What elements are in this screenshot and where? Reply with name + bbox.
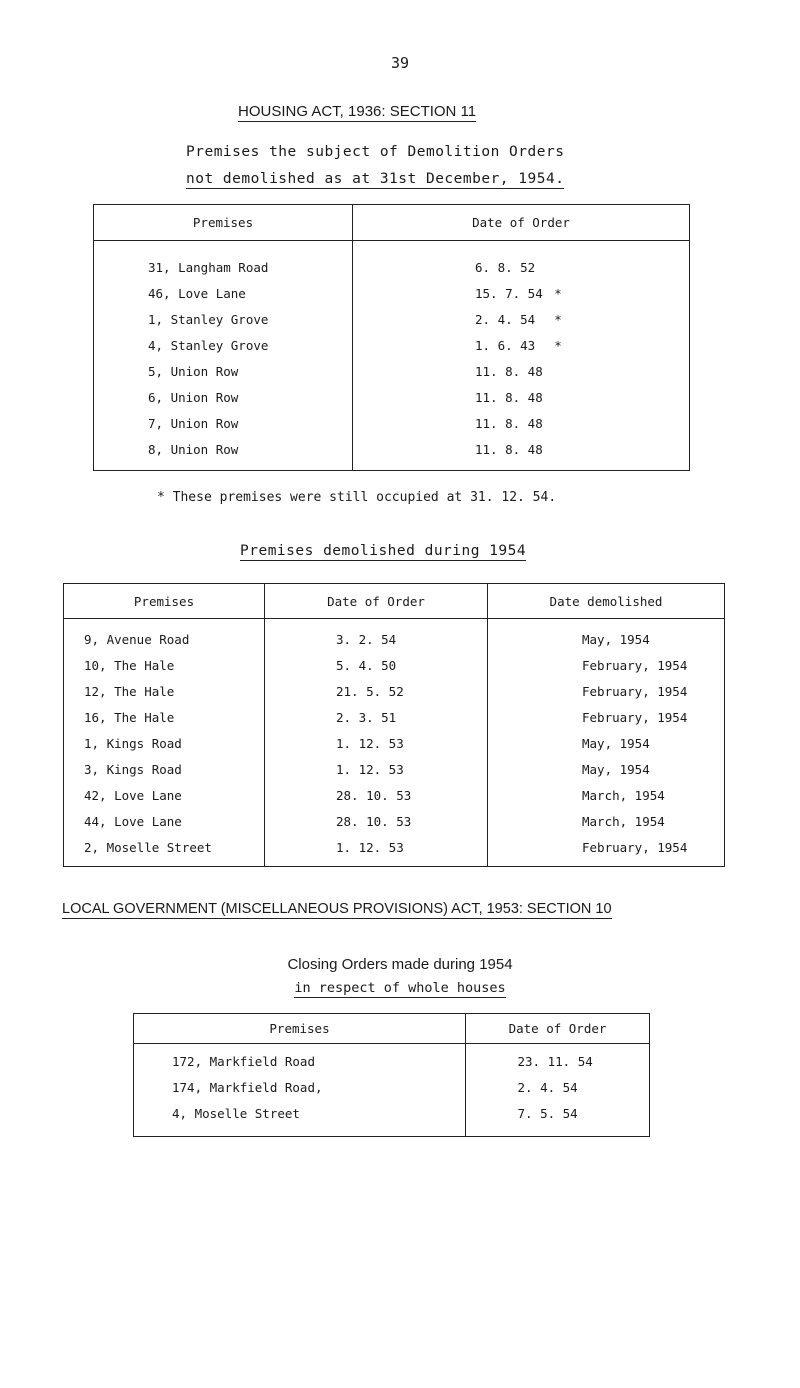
premises-cell: 4, Stanley Grove <box>148 338 269 353</box>
demolished-cell: May, 1954 <box>488 731 725 757</box>
section2-title <box>240 543 526 559</box>
demolished-cell: May, 1954 <box>488 757 725 783</box>
table-row <box>64 757 725 783</box>
table-body <box>134 1044 650 1137</box>
table-row <box>134 1049 650 1075</box>
table-row <box>64 627 725 653</box>
section3-subtitle-line2 <box>0 980 800 996</box>
column-header-premises: Premises <box>64 584 265 619</box>
table-row <box>94 333 690 359</box>
premises-cell: 42, Love Lane <box>84 788 182 803</box>
premises-cell: 2, Moselle Street <box>84 840 212 855</box>
date-cell: 2. 3. 51 <box>336 710 397 725</box>
demolished-cell: February, 1954 <box>488 653 725 679</box>
column-header-date-of-order: Date of Order <box>265 584 488 619</box>
demolished-cell: February, 1954 <box>488 835 725 861</box>
demolished-cell: May, 1954 <box>488 627 725 653</box>
demolished-cell: March, 1954 <box>488 783 725 809</box>
section1-subtitle-line1: Premises the subject of Demolition Orders <box>186 144 565 160</box>
section3-heading-text: LOCAL GOVERNMENT (MISCELLANEOUS PROVISIONS) ACT, 1953: SECTION 10 <box>62 901 612 917</box>
table-row <box>134 1075 650 1101</box>
table-body <box>94 241 690 471</box>
section3-subtitle-line2-text: in respect of whole houses <box>294 980 506 996</box>
demolished-cell: March, 1954 <box>488 809 725 835</box>
date-cell: 21. 5. 52 <box>336 684 404 699</box>
section1-heading <box>238 103 476 120</box>
premises-cell: 1, Kings Road <box>84 736 182 751</box>
table-row <box>64 679 725 705</box>
date-cell: 2. 4. 54 <box>517 1080 578 1095</box>
closing-orders-table <box>133 1013 650 1137</box>
date-cell: 15. 7. 54 <box>475 286 543 301</box>
table-header-row <box>134 1014 650 1044</box>
column-header-date-of-order: Date of Order <box>353 205 690 241</box>
table-row <box>64 653 725 679</box>
table-row <box>64 809 725 835</box>
column-header-premises: Premises <box>134 1014 466 1044</box>
occupied-mark: * <box>554 286 562 301</box>
table-row <box>94 307 690 333</box>
premises-cell: 9, Avenue Road <box>84 632 190 647</box>
date-cell: 28. 10. 53 <box>336 788 412 803</box>
table-header-row <box>94 205 690 241</box>
premises-cell: 3, Kings Road <box>84 762 182 777</box>
occupied-mark: * <box>554 338 562 353</box>
section2-title-text: Premises demolished during 1954 <box>240 543 527 559</box>
premises-cell: 46, Love Lane <box>148 286 246 301</box>
table-row <box>134 1101 650 1127</box>
table-row <box>64 783 725 809</box>
premises-cell: 6, Union Row <box>148 390 239 405</box>
date-cell: 11. 8. 48 <box>475 390 543 405</box>
column-header-date-of-order: Date of Order <box>466 1014 650 1044</box>
table-row <box>64 705 725 731</box>
table-row <box>94 437 690 463</box>
section3-subtitle-line1: Closing Orders made during 1954 <box>287 956 513 973</box>
premises-cell: 16, The Hale <box>84 710 175 725</box>
section3-heading <box>62 901 612 917</box>
column-header-date-demolished: Date demolished <box>488 584 725 619</box>
date-cell: 1. 12. 53 <box>336 762 404 777</box>
date-cell: 2. 4. 54 <box>475 312 536 327</box>
demolished-cell: February, 1954 <box>488 705 725 731</box>
premises-cell: 4, Moselle Street <box>172 1106 300 1121</box>
date-cell: 28. 10. 53 <box>336 814 412 829</box>
date-cell: 11. 8. 48 <box>475 364 543 379</box>
premises-demolished-table <box>63 583 725 867</box>
occupied-mark: * <box>554 312 562 327</box>
date-cell: 11. 8. 48 <box>475 442 543 457</box>
table-header-row <box>64 584 725 619</box>
table-row <box>94 359 690 385</box>
section1-subtitle-line2-text: not demolished as at 31st December, 1954. <box>186 171 565 187</box>
premises-cell: 31, Langham Road <box>148 260 269 275</box>
page-number: 39 <box>390 54 410 72</box>
occupied-footnote: * These premises were still occupied at 31. 12. 54. <box>157 490 557 505</box>
table-row <box>94 411 690 437</box>
table-row <box>94 255 690 281</box>
premises-cell: 172, Markfield Road <box>172 1054 315 1069</box>
date-cell: 23. 11. 54 <box>517 1054 593 1069</box>
demolition-orders-table <box>93 204 690 471</box>
premises-cell: 8, Union Row <box>148 442 239 457</box>
table-row <box>64 731 725 757</box>
table-row <box>64 835 725 861</box>
premises-cell: 12, The Hale <box>84 684 175 699</box>
date-cell: 11. 8. 48 <box>475 416 543 431</box>
premises-cell: 44, Love Lane <box>84 814 182 829</box>
premises-cell: 7, Union Row <box>148 416 239 431</box>
date-cell: 5. 4. 50 <box>336 658 397 673</box>
premises-cell: 1, Stanley Grove <box>148 312 269 327</box>
date-cell: 6. 8. 52 <box>475 260 536 275</box>
date-cell: 7. 5. 54 <box>517 1106 578 1121</box>
premises-cell: 5, Union Row <box>148 364 239 379</box>
date-cell: 3. 2. 54 <box>336 632 397 647</box>
table-row <box>94 281 690 307</box>
premises-cell: 174, Markfield Road, <box>172 1080 323 1095</box>
date-cell: 1. 12. 53 <box>336 736 404 751</box>
demolished-cell: February, 1954 <box>488 679 725 705</box>
premises-cell: 10, The Hale <box>84 658 175 673</box>
table-row <box>94 385 690 411</box>
section1-subtitle-line2 <box>186 171 564 187</box>
section1-heading-text: HOUSING ACT, 1936: SECTION 11 <box>238 103 477 120</box>
date-cell: 1. 6. 43 <box>475 338 536 353</box>
table-body <box>64 619 725 867</box>
date-cell: 1. 12. 53 <box>336 840 404 855</box>
column-header-premises: Premises <box>94 205 353 241</box>
